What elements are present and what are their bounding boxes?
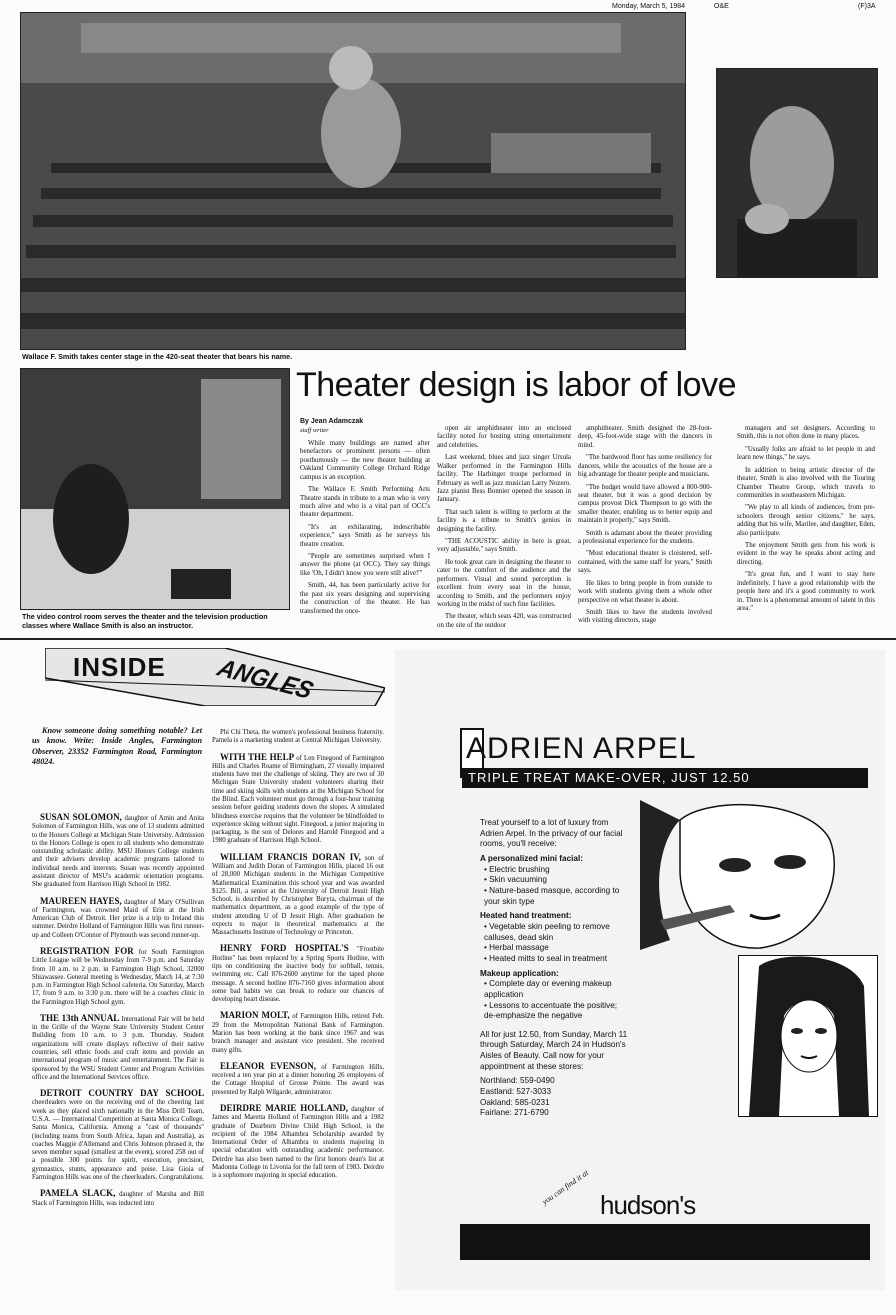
item-lead: WITH THE HELP [220, 751, 295, 762]
inside-angles-item [32, 1088, 204, 1182]
ad-intro: Treat yourself to a lot of luxury from Adrien Arpel. In the privacy of our facial rooms, you'll receive: [480, 818, 623, 849]
model-illustration-1 [640, 800, 862, 950]
ad-brand: ADRIEN ARPEL [466, 732, 697, 765]
inside-angles-item [212, 726, 384, 746]
article-paragraph: "People are sometimes surprised when I answer the phone (at OCC). They say things like 'Oh, I didn't know you were still alive!'" [300, 553, 430, 577]
control-room-caption: The video control room serves the theater and the television production classes where Wallace Smith is also an instructor. [22, 612, 268, 630]
article-paragraph: He likes to bring people in from outside to work with students giving them a whole other perspective on what theater is about. [578, 579, 712, 604]
item-lead: ELEANOR EVENSON, [220, 1060, 317, 1071]
inside-angles-item [32, 896, 204, 940]
ad-bullet: • Herbal massage [484, 943, 549, 953]
article-paragraph: Smith likes to have the students involved with visiting directors, stage [578, 609, 712, 625]
inside-angles-item [32, 812, 204, 890]
ad-store: Oakland: 585-0231 [480, 1097, 550, 1107]
control-room-photo [20, 368, 290, 610]
article-paragraph: "It's an exhilarating, indescribable experience," says Smith as he surveys his theatre creation. [300, 523, 430, 548]
inside-angles-banner [45, 648, 385, 706]
ad-section-title: A personalized mini facial: [480, 853, 583, 863]
article-paragraph: Last weekend, blues and jazz singer Ursula Walker performed in the Farmington Hills facility. The Harbinger troupe performed in February as well as jazz musician Larry Nozero. Jazz pianist Bess Bonnier opened the season in January. [437, 454, 571, 504]
article-column-2 [437, 425, 571, 630]
article-paragraph: "The hardwood floor has some resiliency for dancers, while the acoustics of the house are a big advantage for theater people and musicians. [578, 454, 712, 479]
item-lead: REGISTRATION FOR [40, 945, 134, 956]
article-paragraph: amphitheater. Smith designed the 28-foot-deep, 45-foot-wide stage with the dancers in mind. [578, 425, 712, 449]
ad-section-title: Heated hand treatment: [480, 911, 572, 921]
item-text: daughter of Mary O'Sullivan of Farmington, was crowned Maid of Erin at the Irish American Club of Detroit. Her prize is a trip to Ireland this summer. Deirdre Holland of Farmington Hills was first runner-up and Colleen O'Connor of Plymouth was second runner-up. [32, 898, 204, 939]
inside-angles-column-1 [32, 812, 204, 1292]
header-page: (F)3A [858, 3, 876, 10]
inside-angles-intro: Know someone doing something notable? Let us know. Write: Inside Angles, Farmington Observer, 23352 Farmington Road, Farmington 48024. [32, 726, 202, 766]
article-paragraph: "It's great fun, and I want to stay here indefinitely. I have a good relationship with the people here and it's a good community to work in. There is a phenomenal amount of talent in this area." [737, 571, 875, 613]
ad-bullet: • Complete day or evening makeup application [484, 979, 612, 999]
ad-bullet: • Vegetable skin peeling to remove calluses, dead skin [484, 921, 610, 942]
inside-angles-item [212, 1061, 384, 1097]
inside-angles-item [212, 943, 384, 1004]
article-column-4 [737, 425, 875, 630]
article-paragraph: The theater, which seats 420, was constructed on the site of the outdoor [437, 613, 571, 629]
article-paragraph: "Usually folks are afraid to let people in and learn new things," he says. [737, 445, 875, 462]
article-paragraph: In addition to being artistic director of the theater, Smith is also involved with the Touring Chamber Theatre Group, which travels to communities in southeastern Michigan. [737, 466, 875, 499]
theater-photo [20, 12, 686, 350]
item-lead: PAMELA SLACK, [40, 1188, 116, 1199]
article-byline: By Jean Adamczak [300, 418, 364, 425]
top-photo-caption: Wallace F. Smith takes center stage in the 420-seat theater that bears his name. [22, 352, 293, 361]
article-column-3 [578, 425, 712, 630]
ad-store: Fairlane: 271-6790 [480, 1108, 549, 1118]
hudsons-logo: hudson's [600, 1190, 696, 1220]
header-paper: O&E [714, 3, 729, 10]
header-date: Monday, March 5, 1984 [612, 3, 686, 10]
item-lead: MAUREEN HAYES, [40, 895, 122, 906]
inside-angles-item [32, 1013, 204, 1082]
item-lead: MARION MOLT, [220, 1010, 290, 1021]
article-paragraph: The enjoyment Smith gets from his work is evident in the way he speaks about acting and directing. [737, 542, 875, 566]
article-paragraph: He took great care in designing the theater to cater to the comfort of the audience and the performers. Visual and sound perception is excellent from every seat in the house, according to Smith, and the performers enjoy working in the midst of such fine facilities. [437, 558, 571, 609]
model-illustration-2 [738, 955, 878, 1117]
article-paragraph: "We play to all kinds of audiences, from pre-schoolers through senior citizens," he says, adding that his wife, Marilee, and daughter, Eden, also participate. [737, 504, 875, 537]
item-lead: DETROIT COUNTRY DAY SCHOOL [40, 1088, 204, 1099]
ad-offer: All for just 12.50, from Sunday, March 11 through Saturday, March 24 in Hudson's Aisles of Beauty. Call now for your appointment at these stores: [480, 1029, 628, 1071]
article-paragraph: While many buildings are named after benefactors or prominent persons — often posthumously — the new theater building at Oakland Community College Orchard Ridge campus is an exception. [300, 440, 430, 481]
item-text: daughter of Marsha and Bill Slack of Farmington Hills, was inducted into [32, 1191, 204, 1207]
item-lead: HENRY FORD HOSPITAL'S [220, 943, 349, 954]
ad-store: Eastland: 527-3033 [480, 1087, 552, 1097]
item-text: son of William and Judith Doran of Farmington Hills, placed 16 out of 28,000 Michigan students in the Michigan Competitive Mathematical Examination this school year and was awarded $125. Bill, a senior at the University of Detroit Jesuit High School, is described by Christopher Buryta, chairman of the mathematics department, as a good example of the type of student attending U of D Jesuit High. After graduation he expects to major in theoretical mathematics at the Massachusetts Institute of Technology or Princeton. [212, 854, 384, 937]
item-text: daughter of Amin and Anita Solomon of Farmington Hills, was one of 13 students admitted to the Honors College at Michigan State University. Admission to the Honors College is open to all students who demonstrate outstanding scholastic ability. MSU Honors College students and their advisers develop academic programs tailored to individual needs and interests. Susan was recently appointed assistant director of MSU's academic orientation programs. She graduated from Harrison High School in 1982. [32, 815, 204, 889]
ad-tagline: TRIPLE TREAT MAKE-OVER, JUST 12.50 [462, 768, 868, 788]
article-paragraph: open air amphitheater into an enclosed facility noted for hosting string entertainment and celebrities. [437, 425, 571, 449]
inside-angles-column-2 [212, 726, 384, 1296]
item-text: of Farmington Hills, retired Feb. 29 from the Metropolitan National Bank of Farmington. Marion has been working at the bank since 1967 and was branch manager and assistant vice president. She received many gifts. [212, 1013, 384, 1054]
article-headline: Theater design is labor of love [296, 366, 736, 404]
ad-section-2 [480, 911, 630, 964]
article-paragraph: Smith is adamant about the theater providing a professional experience for the students. [578, 529, 712, 546]
item-text: Phi Chi Theta, the women's professional business fraternity. Pamela is a marketing student at Central Michigan University. [212, 729, 384, 745]
ad-copy [480, 818, 630, 1119]
section-divider [0, 638, 896, 640]
ad-script-text: you can find it at [540, 1168, 591, 1207]
article-paragraph: The Wallace F. Smith Performing Arts Theatre stands in tribute to a man who is very much alive and who is a vital part of OCC's theater department. [300, 486, 430, 519]
inside-angles-item [32, 946, 204, 1007]
item-lead: DEIRDRE MARIE HOLLAND, [220, 1102, 348, 1113]
inside-angles-item [212, 752, 384, 846]
smith-portrait-photo [716, 68, 878, 278]
item-text: for South Farmington Little League will be Wednesday from 7-9 p.m. and Saturday from 10 a.m. to 2 p.m. in Farmington High School, 32000 Shiawassee. General meeting is Wednesday, March 14, at 7:30 p.m. in Farmington High School cafeteria. On Saturday, March 17, from 9 a.m. to 3:30 p.m. there will be a coaches clinic in the Farmington High School gym. [32, 948, 204, 1006]
article-column-1 [300, 440, 430, 628]
item-text: of Farmington Hills, received a ten year pin at a dinner honoring 26 employees of the Cottage Hospital of Grosse Pointe. The award was presented by Ralph Wilgarde, administrator. [212, 1063, 384, 1096]
article-paragraph: "The budget would have allowed a 800-900-seat theater, but it was a good decision by campus provost Dick Thompson to go with the smaller theater, enabling us to better equip and maintain it properly," says Smith. [578, 483, 712, 525]
article-paragraph: Smith, 44, has been particularly active for the past six years designing and supervising the construction of the theater. He has transformed the once- [300, 582, 430, 615]
inside-angles-item [212, 852, 384, 938]
banner-word-inside: INSIDE [73, 652, 166, 682]
theater-photo-image [21, 13, 685, 349]
ad-bullet: • Lessons to accentuate the positive; de-emphasize the negative [484, 1000, 618, 1021]
article-paragraph: "Most educational theater is cloistered, self-contained, with the same staff for years," Smith says. [578, 550, 712, 575]
item-lead: SUSAN SOLOMON, [40, 812, 122, 822]
item-text: cheerleaders were on the receiving end of the cheering last week as they placed sixth nationally in the Miss Drill Team, U.S.A. — International Competition at Santa Monica College, Santa Monica, California. Among a "cast of thousands" (including teams from South Africa, Japan and Australia), as coaches Maggie d'Allemand and Chris Johnson phrased it, the seven member squad (smallest at the event), scored 258 out of a possible 300 points for spirit, execution, precision, gymnastics, stunts, appearance and poise. Lisa Gioia of Farmington Hills was one of the cheerleaders. Congratulations. [32, 1099, 204, 1181]
inside-angles-item [32, 1188, 204, 1208]
item-text: of Len Finegood of Farmington Hills and Charles Roame of Birmingham, 27 visually impaired students have met the challenge of skiing. They are two of 30 Michigan State University student volunteers sharing their time and skiing skills with students at the Michigan School for the Blind. Each volunteer must go through a four-hour training session before guiding students down the slopes. A simulated blindness exercise requires that the volunteer be blindfolded to experience skiing without sight. Finegood, a junior majoring in packaging, is the son of Delores and Harold Finegood and a 1980 graduate of Harrison High School. [212, 754, 384, 845]
article-byline-role: staff writer [300, 427, 329, 434]
ad-section-3 [480, 969, 630, 1022]
article-paragraph: "THE ACOUSTIC ability in here is great, very adjustable," says Smith. [437, 538, 571, 554]
article-paragraph: managers and set designers. According to Smith, this is not often done in many places. [737, 425, 875, 441]
ad-bullet: • Nature-based masque, according to your skin type [484, 885, 620, 906]
ad-bullet: • Electric brushing [484, 864, 550, 874]
item-text: "Frostbite Hotline" has been replaced by a Spring Sports Hotline, with tips on conditioning the inactive body for softball, tennis, swimming etc. Call 876-2600 anytime for the taped phone message. A second hotline 876-7160 gives information about some bad habits we can break to reduce our chances of developing heart disease. [212, 946, 384, 1004]
item-text: International Fair will be held in the Grille of the Wayne State University Student Center Building from 10 a.m. to 3 p.m. Thursday. Student organizations will create displays reflective of their native countries, sell ethnic foods and craft items and provide an international program of music and entertainment. The Fair is sponsored by the WSU Student Center and Program Activities office and the International Services office. [32, 1015, 204, 1081]
ad-section-title: Makeup application: [480, 968, 559, 978]
ad-section-1 [480, 854, 630, 907]
inside-angles-item [212, 1010, 384, 1054]
item-lead: THE 13th ANNUAL [40, 1012, 120, 1023]
item-text: daughter of James and Maretta Holland of Farmington Hills and a 1982 graduate of Dearborn Divine Child High School, is the recipient of the 1984 Alhambra Scholarship awarded by International Order of Alhambra to students majoring in special education with outstanding academic performance. Deirdre has also been named to the first honors dean's list at Madonna College in Livonia for the fall term of 1983. Deirdre is a sophomore majoring in special education. [212, 1105, 384, 1180]
ad-footer-bar [460, 1224, 870, 1260]
inside-angles-item [212, 1103, 384, 1181]
ad-store: Northland: 559-0490 [480, 1076, 555, 1086]
item-lead: WILLIAM FRANCIS DORAN IV, [220, 851, 361, 862]
ad-bullet: • Skin vacuuming [484, 875, 547, 885]
ad-bullet: • Heated mitts to seal in treatment [484, 953, 608, 963]
article-paragraph: That such talent is willing to perform at the facility is a tribute to Smith's genius in designing the facility. [437, 508, 571, 533]
banner-word-angles: ANGLES [213, 654, 318, 705]
